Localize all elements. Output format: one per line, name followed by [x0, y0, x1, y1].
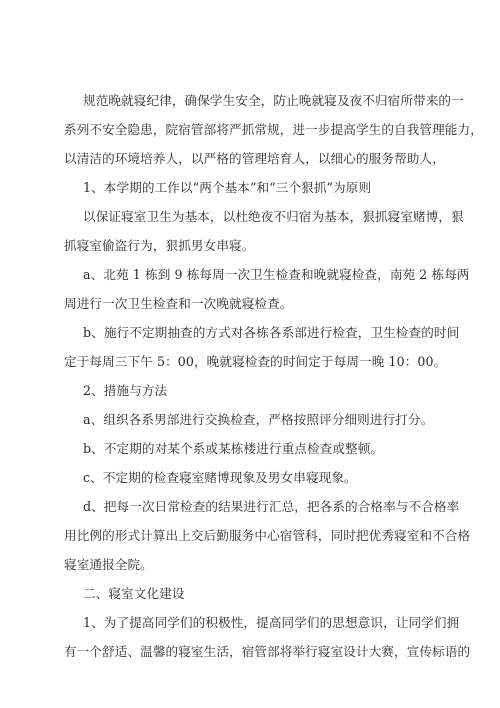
section-heading: 2、措施与方法: [83, 383, 168, 398]
paragraph-line: 用比例的形式计算出上交后勤服务中心宿管科，同时把优秀寝室和不合格: [64, 528, 471, 543]
paragraph-line: d、把每一次日常检查的结果进行汇总，把各系的合格率与不合格率: [83, 499, 460, 514]
paragraph-line: a、组织各系男部进行交换检查，严格按照评分细则进行打分。: [83, 412, 434, 427]
paragraph-line: b、施行不定期抽查的方式对各栋各系部进行检查，卫生检查的时间: [83, 325, 460, 340]
paragraph-line: 1、为了提高同学们的积极性，提高同学们的思想意识，让同学们拥: [83, 615, 460, 630]
paragraph-line: 系列不安全隐患，院宿管部将严抓常规，进一步提高学生的自我管理能力，: [64, 122, 483, 137]
paragraph-line: c、不定期的检查寝室赌博现象及男女串寝现象。: [83, 470, 357, 485]
paragraph-line: 定于每周三下午 5：00，晚就寝检查的时间定于每周一晚 10：00。: [64, 354, 447, 369]
paragraph-line: b、不定期的对某个系或某栋楼进行重点检查或整顿。: [83, 441, 384, 456]
section-heading: 1、本学期的工作以“两个基本”和“三个狠抓”为原则: [83, 180, 372, 195]
paragraph-line: a、北苑 1 栋到 9 栋每周一次卫生检查和晚就寝检查，南苑 2 栋每两: [83, 267, 470, 282]
paragraph-line: 抓寝室偷盗行为，狠抓男女串寝。: [64, 238, 255, 253]
section-heading: 二、寝室文化建设: [83, 586, 185, 601]
paragraph-line: 以清洁的环境培养人，以严格的管理培育人，以细心的服务帮助人，: [64, 151, 445, 166]
paragraph-line: 规范晚就寝纪律，确保学生安全，防止晚就寝及夜不归宿所带来的一: [83, 93, 464, 108]
paragraph-line: 周进行一次卫生检查和一次晚就寝检查。: [64, 296, 293, 311]
paragraph-line: 以保证寝室卫生为基本，以杜绝夜不归宿为基本，狠抓寝室赌博，狠: [83, 209, 464, 224]
paragraph-line: 有一个舒适、温馨的寝室生活，宿管部将举行寝室设计大赛，宣传标语的: [64, 644, 471, 659]
paragraph-line: 寝室通报全院。: [64, 557, 153, 572]
